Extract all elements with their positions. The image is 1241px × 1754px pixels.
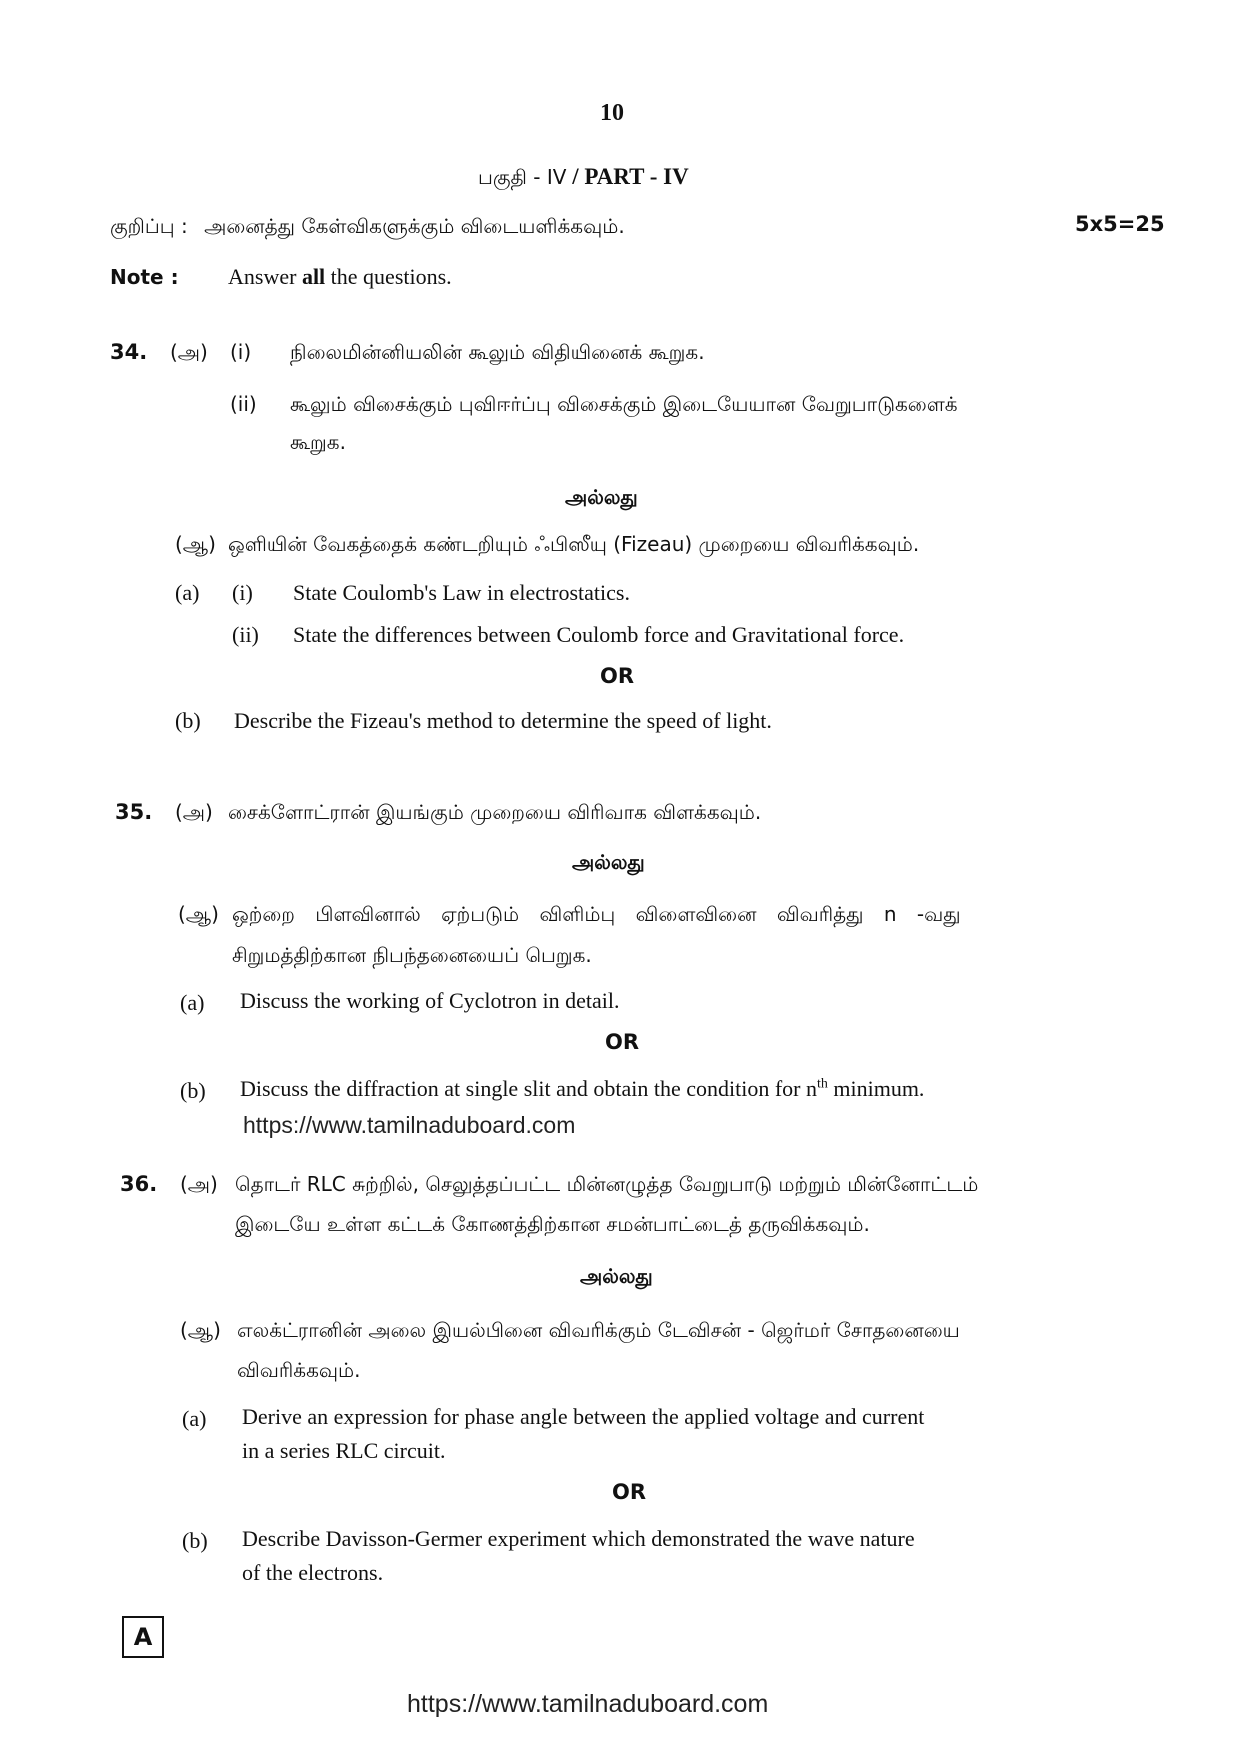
note-english-label: Note : xyxy=(110,265,179,289)
q36-ta-a-line1: தொடர் RLC சுற்றில், செலுத்தப்பட்ட மின்னழுத்த வேறுபாடு மற்றும் மின்னோட்டம் xyxy=(235,1172,979,1196)
note-tamil xyxy=(110,214,625,241)
version-box: A xyxy=(122,1616,164,1658)
part-title-tamil: பகுதி - IV xyxy=(478,165,567,189)
q34-ta-a-ii-label: (ii) xyxy=(230,392,257,416)
part-title-english: / PART - IV xyxy=(572,164,689,189)
q36-ta-b-line1: எலக்ட்ரானின் அலை இயல்பினை விவரிக்கும் டேவிசன் - ஜெர்மர் சோதனையை xyxy=(237,1318,960,1342)
q34-ta-a-i-label: (i) xyxy=(230,340,252,364)
q36-ta-b-line2: விவரிக்கவும். xyxy=(237,1358,361,1382)
note-english-pre: Answer xyxy=(228,264,297,289)
q35-en-a-label: (a) xyxy=(180,990,205,1015)
q36-ta-a-label: (அ) xyxy=(180,1172,218,1196)
q34-ta-a-label: (அ) xyxy=(170,340,208,364)
note-english xyxy=(110,264,452,290)
q35-en-b-post: minimum. xyxy=(833,1076,925,1101)
q35-en-b-sup: th xyxy=(816,1076,828,1092)
note-english-post: the questions. xyxy=(330,264,452,289)
q34-number: 34. xyxy=(110,340,148,364)
q36-en-a-line2: in a series RLC circuit. xyxy=(242,1438,446,1463)
q36-ta-or: அல்லது xyxy=(580,1264,653,1288)
q36-en-b-label: (b) xyxy=(182,1528,208,1553)
q35-en-b xyxy=(240,1076,924,1102)
q35-ta-b-label: (ஆ) xyxy=(178,902,219,926)
q36-en-a-line1: Derive an expression for phase angle between the applied voltage and current xyxy=(242,1404,925,1429)
q36-en-b-line2: of the electrons. xyxy=(242,1560,384,1585)
q34-ta-a-ii-line2: கூறுக. xyxy=(290,430,346,454)
q34-en-a-ii-label: (ii) xyxy=(232,622,259,647)
q34-ta-a-ii-line1: கூலும் விசைக்கும் புவிஈர்ப்பு விசைக்கும் இடையேயான வேறுபாடுகளைக் xyxy=(290,392,958,416)
q35-ta-a: சைக்ளோட்ரான் இயங்கும் முறையை விரிவாக விளக்கவும். xyxy=(228,800,762,824)
note-tamil-label: குறிப்பு : xyxy=(110,214,188,238)
note-english-bold: all xyxy=(301,264,326,289)
q34-en-b: Describe the Fizeau's method to determine the speed of light. xyxy=(234,708,772,733)
q35-en-b-label: (b) xyxy=(180,1078,206,1103)
part-title xyxy=(478,164,689,192)
q35-en-or: OR xyxy=(605,1030,640,1054)
q35-ta-or: அல்லது xyxy=(572,850,645,874)
q34-ta-b: ஒளியின் வேகத்தைக் கண்டறியும் ஃபிஸீயு (Fizeau) முறையை விவரிக்கவும். xyxy=(228,532,920,556)
q34-en-a-i-label: (i) xyxy=(232,580,253,605)
q36-en-a-label: (a) xyxy=(182,1406,207,1431)
watermark-url[interactable]: https://www.tamilnaduboard.com xyxy=(243,1112,576,1138)
q36-ta-a-line2: இடையே உள்ள கட்டக் கோணத்திற்கான சமன்பாட்டைத் தருவிக்கவும். xyxy=(235,1212,870,1236)
q36-number: 36. xyxy=(120,1172,158,1196)
q34-en-a-label: (a) xyxy=(175,580,200,605)
footer-url[interactable]: https://www.tamilnaduboard.com xyxy=(407,1690,769,1718)
q35-en-b-pre: Discuss the diffraction at single slit and obtain the condition for n xyxy=(240,1076,817,1101)
q36-ta-b-label: (ஆ) xyxy=(180,1318,221,1342)
q36-en-b-line1: Describe Davisson-Germer experiment which demonstrated the wave nature xyxy=(242,1526,915,1551)
marks-scheme: 5x5=25 xyxy=(1075,212,1165,236)
q36-en-or: OR xyxy=(612,1480,647,1504)
q34-en-or: OR xyxy=(600,664,635,688)
q35-ta-b-line1: ஒற்றை பிளவினால் ஏற்படும் விளிம்பு விளைவினை விவரித்து n -வது xyxy=(232,902,961,926)
q35-ta-b-line2: சிறுமத்திற்கான நிபந்தனையைப் பெறுக. xyxy=(232,943,592,967)
note-tamil-text: அனைத்து கேள்விகளுக்கும் விடையளிக்கவும். xyxy=(204,214,625,238)
q34-en-a-ii: State the differences between Coulomb force and Gravitational force. xyxy=(293,622,905,647)
q34-en-b-label: (b) xyxy=(175,708,201,733)
q34-en-a-i: State Coulomb's Law in electrostatics. xyxy=(293,580,630,605)
q34-ta-b-label: (ஆ) xyxy=(175,532,216,556)
q35-ta-a-label: (அ) xyxy=(175,800,213,824)
q34-ta-a-i: நிலைமின்னியலின் கூலும் விதியினைக் கூறுக. xyxy=(290,340,705,364)
q35-number: 35. xyxy=(115,800,153,824)
q34-ta-or: அல்லது xyxy=(565,485,638,509)
q35-en-a: Discuss the working of Cyclotron in detail. xyxy=(240,988,620,1013)
page-number: 10 xyxy=(600,100,624,126)
